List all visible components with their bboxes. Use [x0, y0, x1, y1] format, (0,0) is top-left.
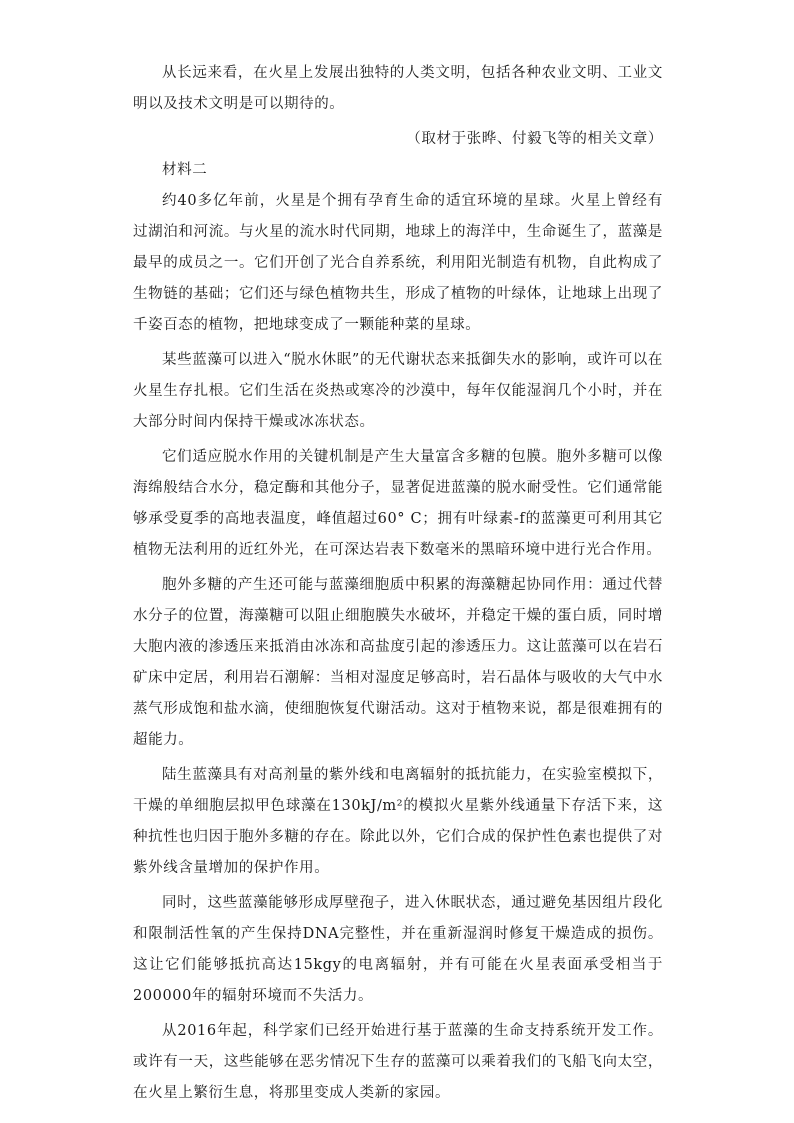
- section-heading-material-two: 材料二: [162, 162, 208, 178]
- paragraph-3: 它们适应脱水作用的关键机制是产生大量富含多糖的包膜。胞外多糖可以像海绵般结合水分，稳定酶和其他分子，显著促进蓝藻的脱水耐受性。它们通常能够承受夏季的高地表温度，峰值超过60° C；拥有叶绿素-f的蓝藻更可利用其它植物无法利用的近红外光，在可深达岩表下数毫米的黑暗环境中进行光合作用。: [133, 449, 663, 558]
- paragraph-2: 某些蓝藻可以进入“脱水休眠”的无代谢状态来抵御失水的影响，或许可以在火星生存扎根。它们生活在炎热或寒冷的沙漠中，每年仅能湿润几个小时，并在大部分时间内保持干燥或冰冻状态。: [133, 352, 663, 430]
- paragraph-1: 约40多亿年前，火星是个拥有孕育生命的适宜环境的星球。火星上曾经有过湖泊和河流。与火星的流水时代同期，地球上的海洋中，生命诞生了，蓝藻是最早的成员之一。它们开创了光合自养系统，利用阳光制造有机物，自此构成了生物链的基础；它们还与绿色植物共生，形成了植物的叶绿体，让地球上出现了千姿百态的植物，把地球变成了一颗能种菜的星球。: [133, 193, 663, 333]
- paragraph-5: 陆生蓝藻具有对高剂量的紫外线和电离辐射的抵抗能力，在实验室模拟下，干燥的单细胞层拟甲色球藻在130kJ/m²的模拟火星紫外线通量下存活下来，这种抗性也归因于胞外多糖的存在。除此以外，它们合成的保护性色素也提供了对紫外线含量增加的保护作用。: [133, 767, 663, 876]
- paragraph-4: 胞外多糖的产生还可能与蓝藻细胞质中积累的海藻糖起协同作用：通过代替水分子的位置，海藻糖可以阻止细胞膜失水破坏，并稳定干燥的蛋白质，同时增大胞内液的渗透压来抵消由冰冻和高盐度引起的渗透压力。这让蓝藻可以在岩石矿床中定居，利用岩石潮解：当相对湿度足够高时，岩石晶体与吸收的大气中水蒸气形成饱和盐水滴，使细胞恢复代谢活动。这对于植物来说，都是很难拥有的超能力。: [133, 577, 663, 748]
- document-page: [133, 58, 663, 1113]
- paragraph-6: 同时，这些蓝藻能够形成厚壁孢子，进入休眠状态，通过避免基因组片段化和限制活性氧的产生保持DNA完整性，并在重新湿润时修复干燥造成的损伤。这让它们能够抵抗高达15kgy的电离辐射，并有可能在火星表面承受相当于200000年的辐射环境而不失活力。: [133, 895, 663, 1004]
- paragraph-material-one-ending: 从长远来看，在火星上发展出独特的人类文明，包括各种农业文明、工业文明以及技术文明是可以期待的。: [133, 65, 663, 112]
- source-citation: （取材于张晔、付毅飞等的相关文章）: [406, 131, 663, 147]
- paragraph-7: 从2016年起，科学家们已经开始进行基于蓝藻的生命支持系统开发工作。或许有一天，这些能够在恶劣情况下生存的蓝藻可以乘着我们的飞船飞向太空，在火星上繁衍生息，将那里变成人类新的家园。: [133, 1023, 663, 1101]
